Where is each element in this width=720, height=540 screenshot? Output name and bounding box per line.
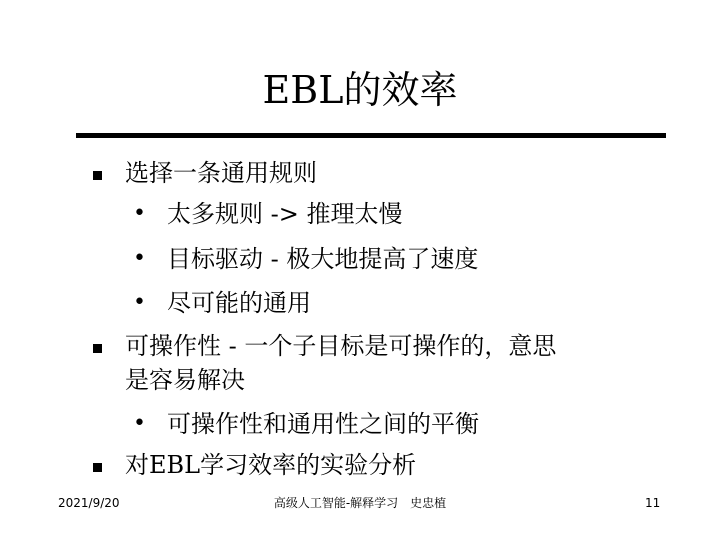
title-rule	[76, 133, 666, 138]
footer-course: 高级人工智能-解释学习 史忠植	[273, 496, 447, 510]
dot-bullet-icon: •	[133, 411, 146, 436]
sub-bullet-text: 可操作性和通用性之间的平衡	[167, 410, 479, 438]
bullet-text: 选择一条通用规则	[125, 159, 317, 187]
square-bullet-icon	[93, 463, 102, 472]
bullet-text: 可操作性 - 一个子目标是可操作的，意思	[125, 332, 557, 360]
sub-bullet-text: 尽可能的通用	[167, 289, 311, 317]
dot-bullet-icon: •	[133, 246, 146, 271]
dot-bullet-icon: •	[133, 290, 146, 315]
slide-title: EBL的效率	[262, 68, 458, 112]
footer-page-number: 11	[645, 496, 661, 510]
bullet-text-continued: 是容易解决	[125, 366, 245, 394]
sub-bullet-text: 目标驱动 - 极大地提高了速度	[167, 245, 479, 273]
square-bullet-icon	[93, 344, 102, 353]
square-bullet-icon	[93, 171, 102, 180]
sub-bullet-text: 太多规则 -> 推理太慢	[167, 200, 403, 228]
dot-bullet-icon: •	[133, 201, 146, 226]
footer-date: 2021/9/20	[58, 496, 120, 510]
bullet-text: 对EBL学习效率的实验分析	[125, 451, 417, 479]
